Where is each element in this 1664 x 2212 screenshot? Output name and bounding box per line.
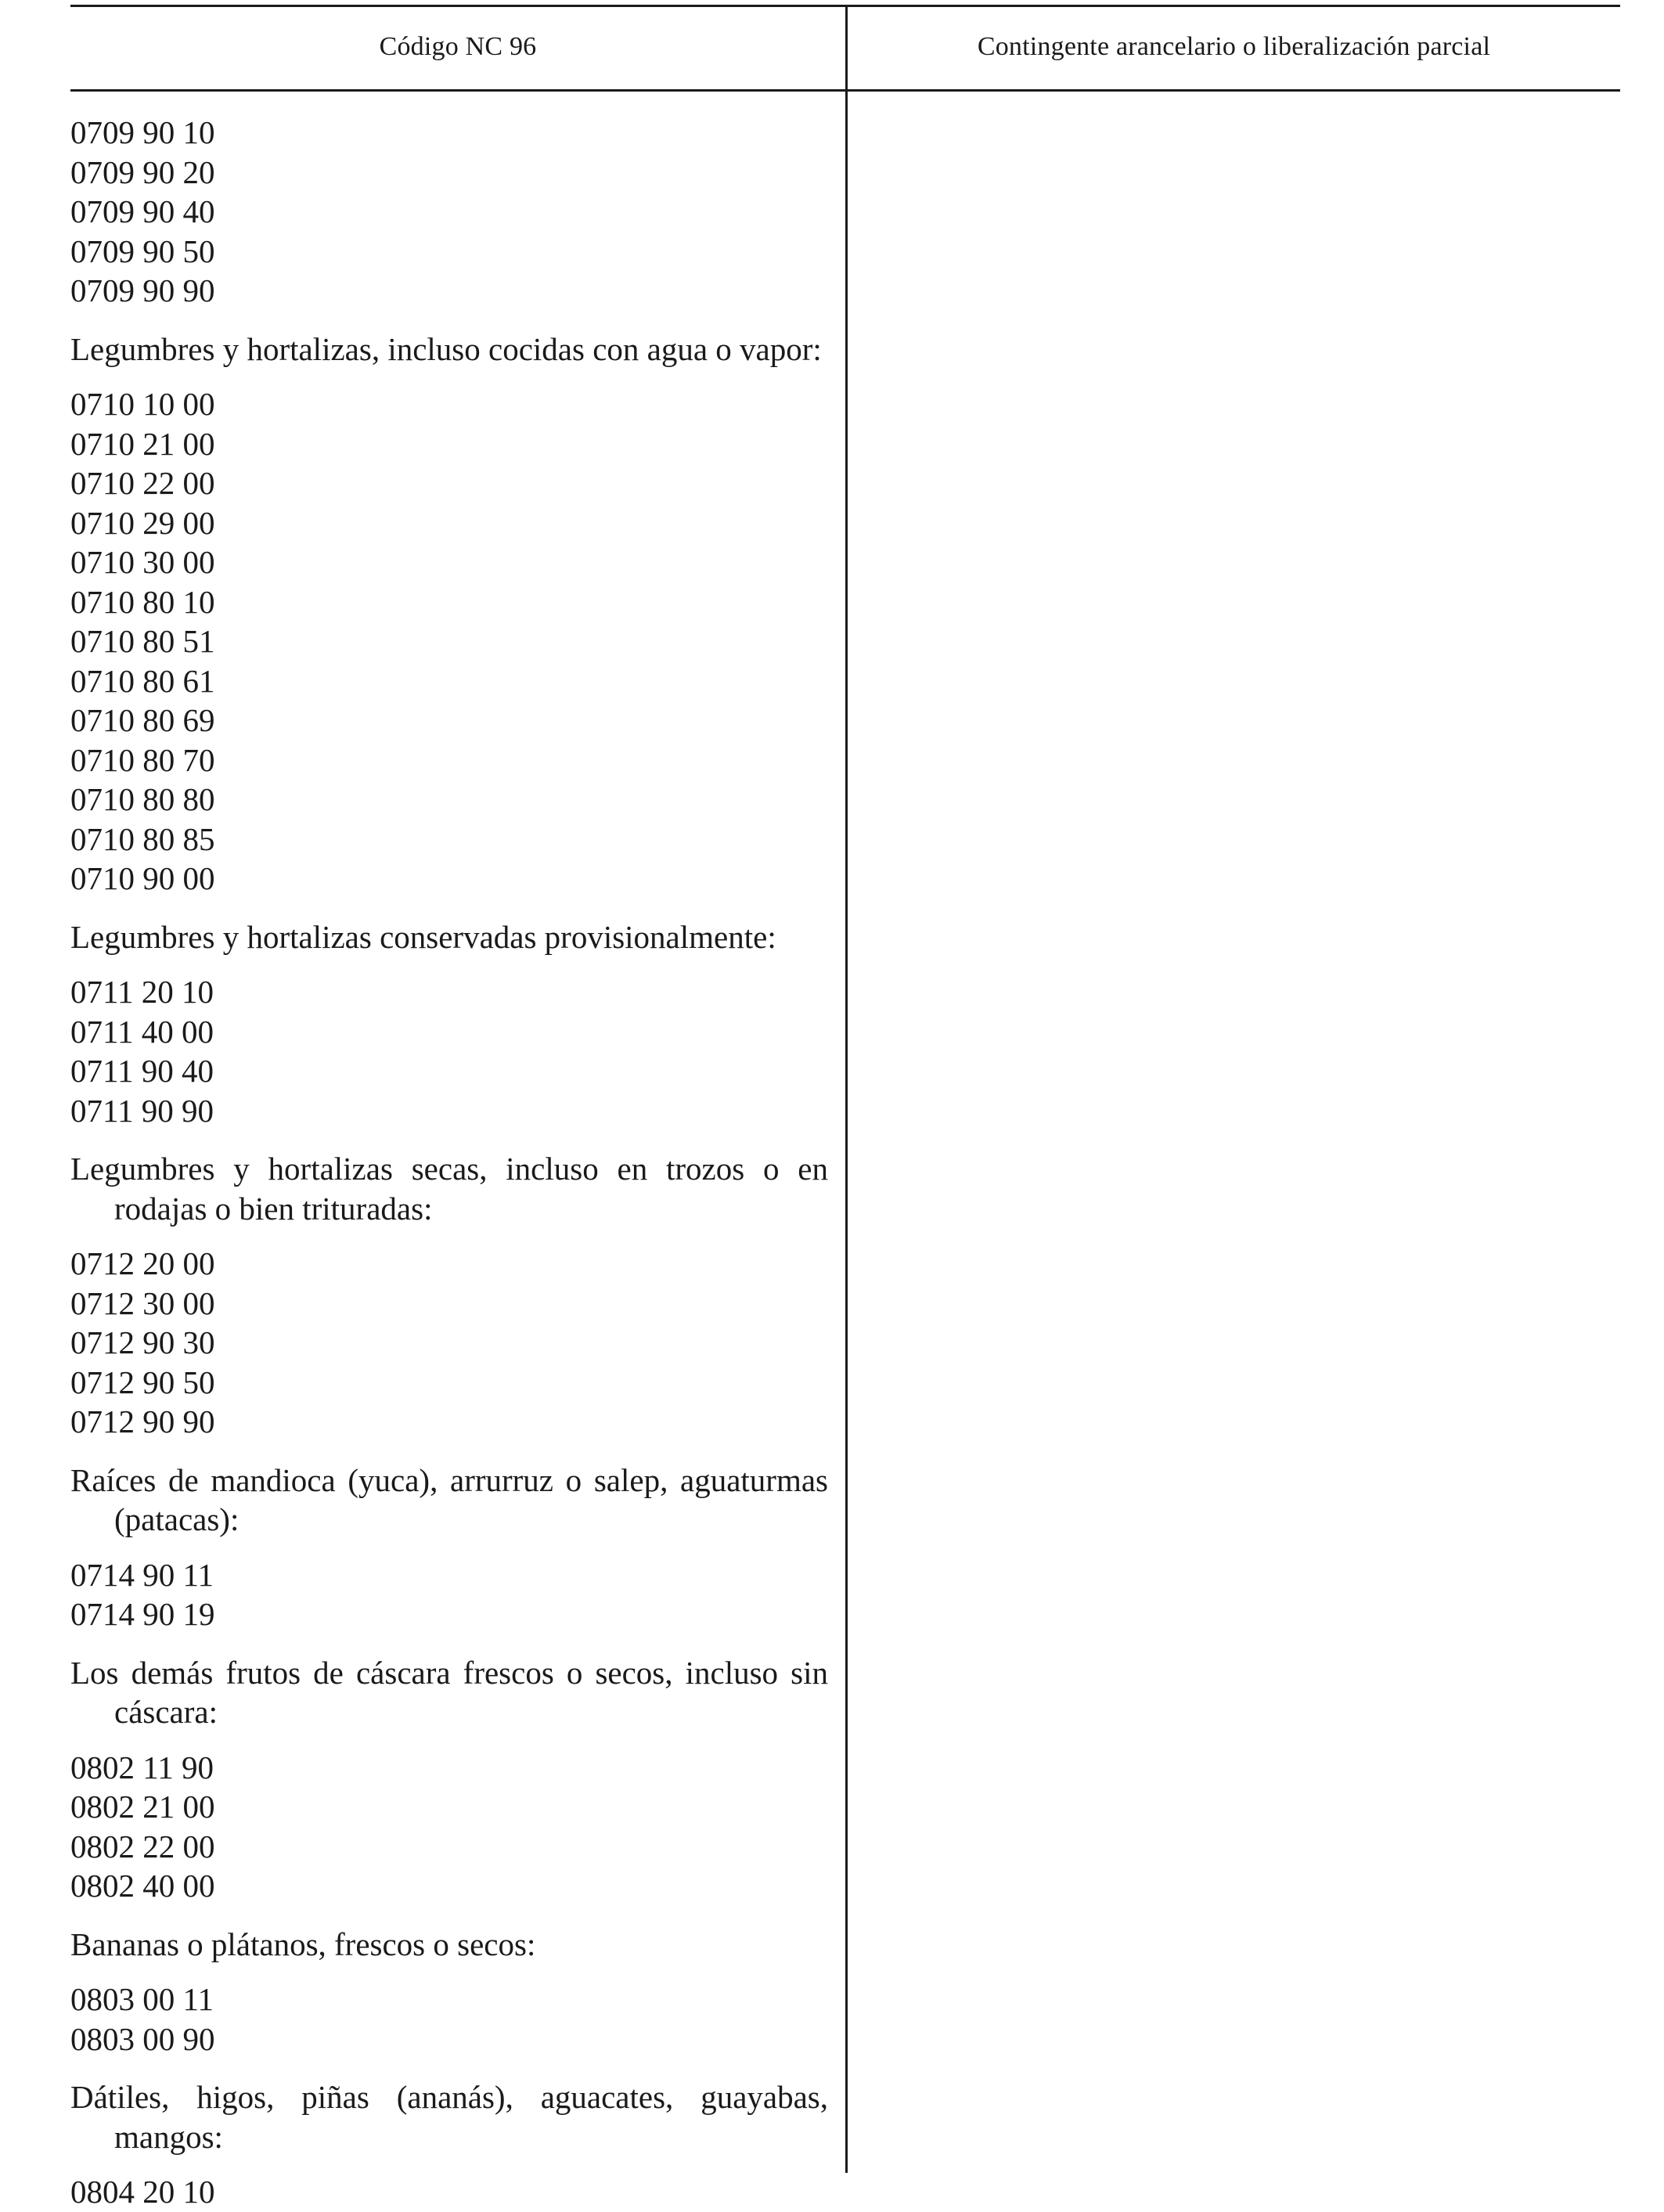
nc-code: 0712 20 00 (70, 1245, 215, 1281)
product-group (70, 1653, 828, 1906)
nc-code: 0709 90 20 (70, 153, 215, 190)
column-header-code: Código NC 96 (379, 32, 537, 61)
group-heading: Dátiles, higos, piñas (ananás), aguacates, guayabas, mangos: (70, 2079, 828, 2155)
nc-code: 0712 90 90 (70, 1403, 215, 1439)
nc-code: 0803 00 90 (70, 2020, 215, 2057)
nc-code: 0710 21 00 (70, 425, 215, 462)
product-group (70, 113, 828, 311)
nc-code: 0712 90 50 (70, 1364, 215, 1400)
column-divider (845, 5, 848, 2173)
group-heading: Los demás frutos de cáscara frescos o secos, incluso sin cáscara: (70, 1654, 828, 1730)
nc-code: 0710 80 70 (70, 741, 215, 778)
nc-code: 0803 00 11 (70, 1981, 214, 2017)
nc-code: 0711 90 40 (70, 1053, 214, 1089)
nc-code: 0710 29 00 (70, 504, 215, 541)
nc-code: 0711 40 00 (70, 1013, 214, 1050)
nc-code: 0802 11 90 (70, 1749, 214, 1785)
product-group (70, 2077, 828, 2212)
nc-code: 0711 90 90 (70, 1092, 214, 1129)
nc-code: 0710 22 00 (70, 465, 215, 501)
nc-code: 0714 90 19 (70, 1596, 215, 1632)
nc-code: 0710 10 00 (70, 386, 215, 422)
nc-code: 0710 80 69 (70, 702, 215, 738)
product-group (70, 1149, 828, 1442)
nc-code: 0712 30 00 (70, 1284, 215, 1321)
column-header-quota: Contingente arancelario o liberalización parcial (977, 32, 1491, 61)
nc-code: 0709 90 90 (70, 272, 215, 308)
product-group (70, 1461, 828, 1634)
nc-code: 0712 90 30 (70, 1324, 215, 1360)
group-heading: Bananas o plátanos, frescos o secos: (70, 1926, 536, 1962)
product-group (70, 917, 828, 1131)
group-heading: Legumbres y hortalizas conservadas provisionalmente: (70, 918, 776, 955)
nc-code: 0709 90 40 (70, 193, 215, 229)
group-heading: Legumbres y hortalizas, incluso cocidas con agua o vapor: (70, 330, 822, 367)
nc-code: 0714 90 11 (70, 1556, 214, 1593)
product-group (70, 330, 828, 899)
nc-code: 0710 80 85 (70, 820, 215, 857)
nc-code: 0709 90 50 (70, 232, 215, 269)
nc-code: 0802 40 00 (70, 1868, 215, 1904)
nc-code: 0710 90 00 (70, 860, 215, 896)
nc-code: 0710 80 80 (70, 781, 215, 817)
code-column (70, 113, 828, 2212)
tariff-table (70, 5, 1620, 2210)
nc-code: 0710 80 51 (70, 623, 215, 659)
nc-code: 0710 80 61 (70, 662, 215, 699)
nc-code: 0710 30 00 (70, 544, 215, 580)
group-heading: Raíces de mandioca (yuca), arrurruz o salep, aguaturmas (patacas): (70, 1461, 828, 1537)
nc-code: 0802 21 00 (70, 1789, 215, 1825)
nc-code: 0804 20 10 (70, 2174, 215, 2210)
nc-code: 0709 90 10 (70, 114, 215, 150)
nc-code: 0711 20 10 (70, 974, 214, 1010)
product-group (70, 1925, 828, 2059)
nc-code: 0802 22 00 (70, 1828, 215, 1864)
group-heading: Legumbres y hortalizas secas, incluso en trozos o en rodajas o bien trituradas: (70, 1151, 828, 1227)
nc-code: 0710 80 10 (70, 583, 215, 620)
